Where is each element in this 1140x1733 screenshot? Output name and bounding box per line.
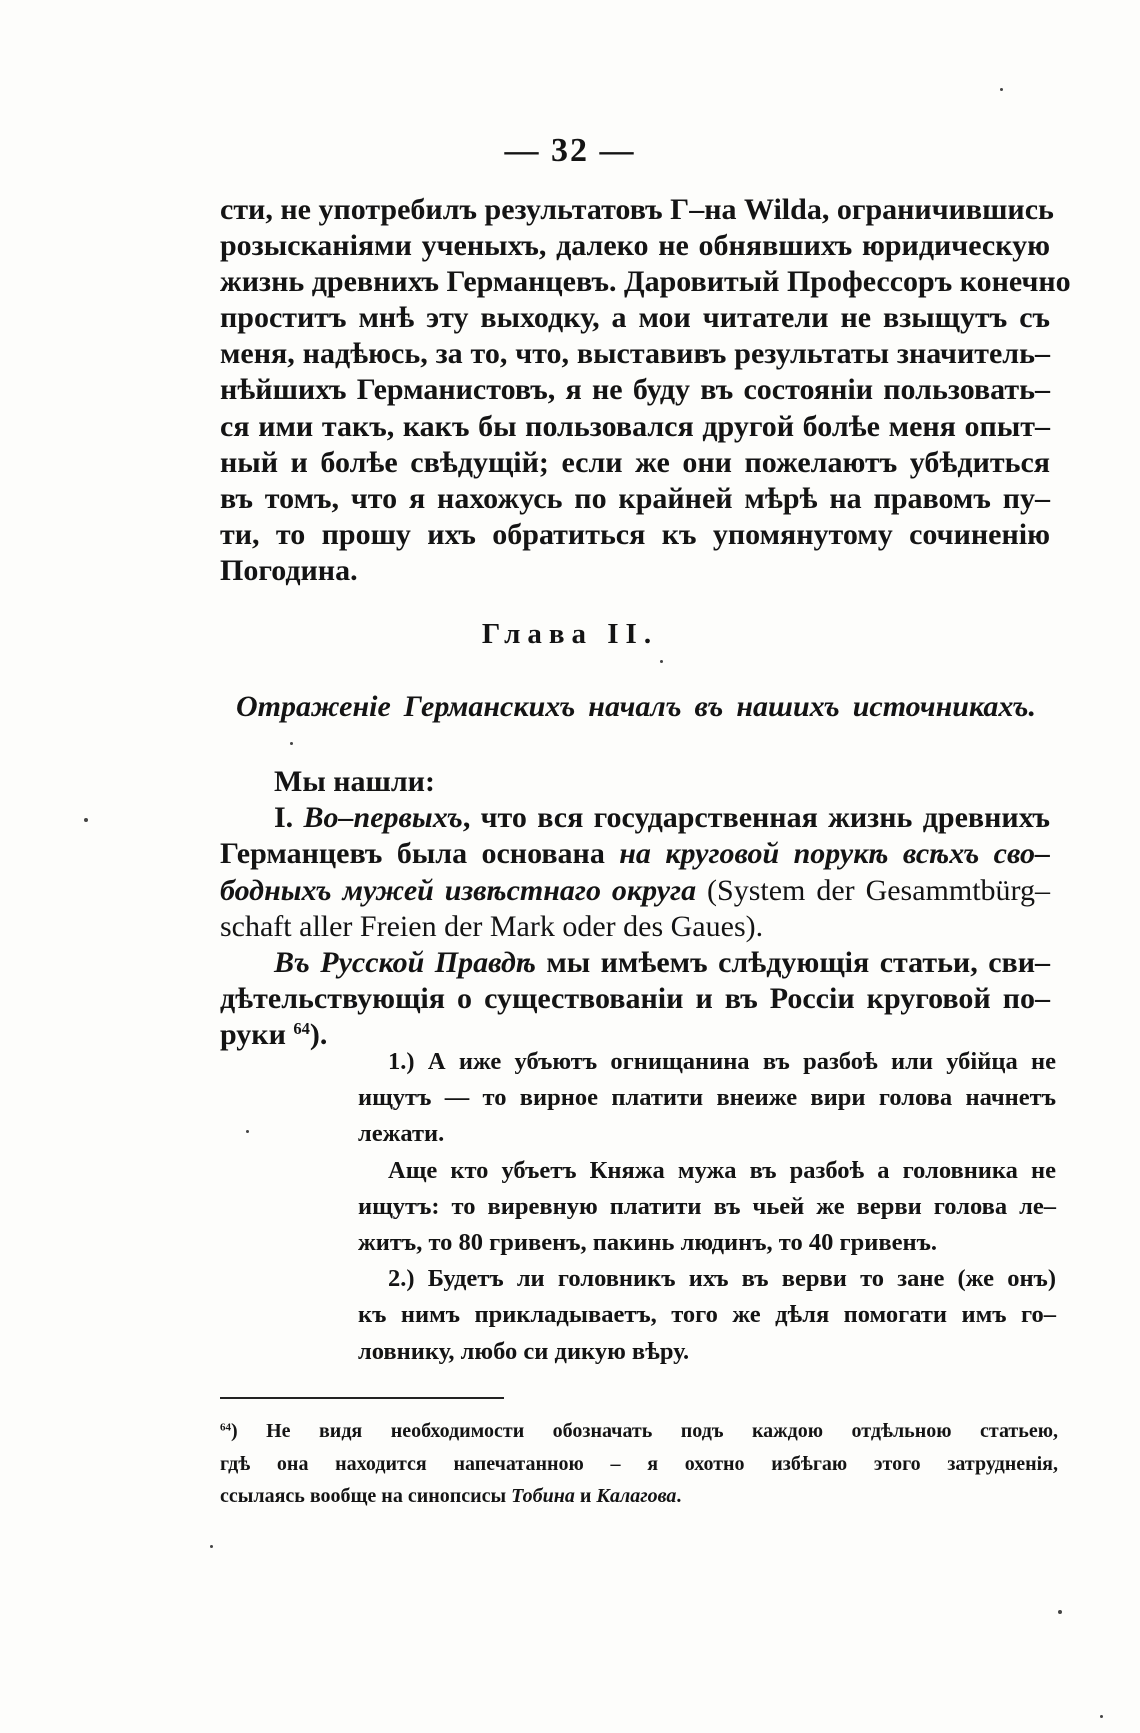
text-line: жизнь древнихъ Германцевъ. Даровитый Профессоръ конечно <box>220 265 1071 299</box>
scan-speck <box>1058 1610 1062 1614</box>
scan-speck <box>290 742 293 745</box>
text-line: въ томъ, что я нахожусь по крайней мѣрѣ на правомъ пу– <box>220 481 1050 515</box>
text: Германцевъ была основана <box>220 837 620 871</box>
emphasis: Во–первыхъ <box>303 801 463 835</box>
quote-line: ловнику, любо си дикую вѣру. <box>358 1337 690 1365</box>
point-one-line <box>220 836 1050 872</box>
text-line: ти, то прошу ихъ обратиться къ упомянутому сочиненію <box>220 517 1050 551</box>
scan-speck <box>1100 1715 1103 1718</box>
text-line: сти, не употребилъ результатовъ Г–на Wilda, ограничившись <box>220 193 1054 226</box>
text: ссылаясь вообще на синопсисы <box>220 1485 512 1507</box>
emphasis: бодныхъ мужей извѣстнаго округа <box>220 873 697 907</box>
found-intro: Мы нашли: <box>274 765 435 798</box>
text: . <box>676 1485 682 1507</box>
point-one-line: schaft aller Freien der Mark oder des Gaues). <box>220 909 764 943</box>
emphasis: на круговой порукѣ всѣхъ сво– <box>619 837 1050 871</box>
emphasis: Въ Русской Правдѣ <box>274 946 536 980</box>
scan-speck <box>210 1545 213 1548</box>
point-one-line <box>220 800 1050 836</box>
text-line: нѣйшихъ Германистовъ, я не буду въ состояніи пользовать– <box>220 373 1050 407</box>
text-line: проститъ мнѣ эту выходку, а мои читатели не взыщутъ съ <box>220 301 1050 335</box>
text: ) Не видя необходимости обозначать подъ каждою отдѣльною статьею, <box>231 1420 1058 1442</box>
quote-line: ищутъ: то виревную платити въ чьей же верви голова ле– <box>358 1192 1056 1220</box>
footnote-line <box>220 1415 1058 1448</box>
point-number: I. <box>274 801 294 835</box>
quote-line: Аще кто убъетъ Княжа мужа въ разбоѣ а головника не <box>388 1156 1056 1184</box>
page-number: — 32 — <box>504 132 636 169</box>
text: и <box>574 1485 597 1507</box>
scan-speck <box>246 1130 249 1133</box>
text-line: ный и болѣе свѣдущій; если же они пожелаютъ убѣдиться <box>220 445 1050 479</box>
footnote-line <box>220 1480 1058 1513</box>
text: руки <box>220 1018 286 1052</box>
author-name: Тобина <box>511 1485 575 1507</box>
chapter-heading: Глава II. <box>481 618 659 650</box>
text-line: меня, надѣюсь, за то, что, выставивъ результаты значитель– <box>220 337 1050 371</box>
pravda-line <box>220 945 1050 981</box>
chapter-title: Отраженіе Германскихъ началъ въ нашихъ источникахъ. <box>236 690 1036 723</box>
scan-speck <box>84 818 88 822</box>
text-line: розысканіями ученыхъ, далеко не обнявшихъ юридическую <box>220 229 1050 263</box>
scan-speck <box>1000 88 1003 91</box>
text: (System der Gesammtbürg– <box>696 873 1050 907</box>
quote-line: лежати. <box>358 1120 445 1148</box>
text: ). <box>309 1018 328 1052</box>
paragraph-continuation <box>220 192 1071 589</box>
text: , что вся государственная жизнь древнихъ <box>462 801 1050 835</box>
footnote-marker: 64 <box>220 1421 231 1434</box>
quote-line: 1.) А иже убъютъ огнищанина въ разбоѣ или убійца не <box>388 1048 1056 1075</box>
footnote <box>220 1415 1058 1513</box>
quote-line: къ нимъ прикладываетъ, того же дѣля помогати имъ го– <box>358 1301 1056 1329</box>
text-line: Погодина. <box>220 553 358 587</box>
russkaya-pravda-quote <box>358 1044 1056 1370</box>
quote-line: житъ, то 80 гривенъ, пакинь людинъ, то 40 гривенъ. <box>358 1229 938 1257</box>
quote-line: 2.) Будетъ ли головникъ ихъ въ верви то зане (же онъ) <box>388 1265 1056 1293</box>
chapter-body <box>220 764 1050 1054</box>
author-name: Калагова <box>596 1485 677 1507</box>
scan-speck <box>660 660 663 663</box>
point-one-line <box>220 873 1050 909</box>
text: мы имѣемъ слѣдующія статьи, сви– <box>535 946 1050 980</box>
footnote-reference: 64 <box>293 1019 310 1039</box>
quote-line: ищутъ — то вирное платити внеиже вири голова начнетъ <box>358 1084 1056 1112</box>
footnote-divider <box>220 1397 504 1399</box>
pravda-line: дѣтельствующія о существованіи и въ Россіи круговой по– <box>220 982 1050 1016</box>
text-line: ся ими такъ, какъ бы пользовался другой болѣе меня опыт– <box>220 409 1050 443</box>
footnote-line: гдѣ она находится напечатанною – я охотно избѣгаю этого затрудненія, <box>220 1452 1058 1475</box>
